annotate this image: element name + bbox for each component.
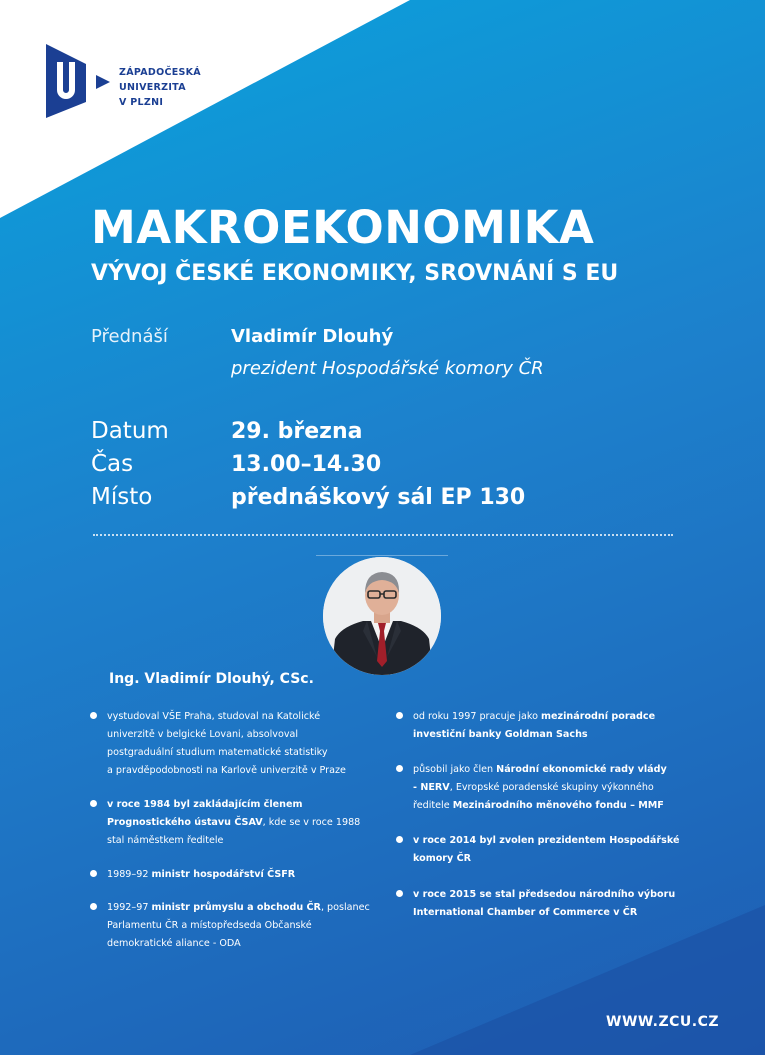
bio-text-segment: ministr průmyslu a obchodu ČR bbox=[151, 902, 321, 913]
bullet-dot-icon bbox=[396, 836, 403, 843]
university-name bbox=[119, 65, 201, 110]
bio-item-line bbox=[413, 779, 706, 797]
bio-item bbox=[396, 832, 706, 868]
bio-item bbox=[396, 761, 706, 815]
speaker-label: Přednáší bbox=[91, 326, 168, 347]
bio-text-segment: - NERV bbox=[413, 782, 450, 793]
website-link[interactable]: WWW.ZCU.CZ bbox=[606, 1014, 720, 1030]
time-value: 13.00–14.30 bbox=[231, 452, 382, 477]
bio-item-line bbox=[413, 708, 706, 726]
bullet-dot-icon bbox=[90, 870, 97, 877]
bio-item bbox=[90, 866, 380, 884]
bio-text-segment: v roce 2015 se stal předsedou národního výboru bbox=[413, 889, 676, 900]
bullet-dot-icon bbox=[90, 800, 97, 807]
bio-text-segment: působil jako člen bbox=[413, 764, 497, 775]
bullet-dot-icon bbox=[396, 712, 403, 719]
bio-text-segment: investiční banky Goldman Sachs bbox=[413, 729, 588, 740]
bio-text-segment: komory ČR bbox=[413, 853, 472, 864]
bio-item-line bbox=[413, 850, 706, 868]
bio-item-line bbox=[413, 726, 706, 744]
bio-item-line bbox=[107, 744, 380, 762]
bio-item-line bbox=[107, 726, 380, 744]
bio-text-segment: v roce 2014 byl zvolen prezidentem Hospodářské bbox=[413, 835, 680, 846]
bio-text-segment: , Evropské poradenské skupiny výkonného bbox=[449, 782, 654, 793]
date-label: Datum bbox=[91, 418, 169, 444]
speaker-role: prezident Hospodářské komory ČR bbox=[231, 358, 544, 379]
bio-text-segment: Mezinárodního měnového fondu – MMF bbox=[452, 800, 664, 811]
bio-item-line bbox=[107, 866, 380, 884]
bio-text-segment: demokratické aliance - ODA bbox=[107, 938, 241, 949]
bio-text-segment: International Chamber of Commerce v ČR bbox=[413, 907, 638, 918]
bio-text-segment: vystudoval VŠE Praha, studoval na Katolické bbox=[107, 711, 321, 722]
bio-item bbox=[90, 796, 380, 850]
dotted-divider bbox=[93, 534, 673, 536]
lecture-subtitle: VÝVOJ ČESKÉ EKONOMIKY, SROVNÁNÍ S EU bbox=[91, 261, 619, 286]
bio-list-right bbox=[396, 708, 706, 922]
bio-text-segment: 1992–97 bbox=[107, 902, 152, 913]
bullet-dot-icon bbox=[396, 890, 403, 897]
bio-item bbox=[90, 708, 380, 780]
bio-item-line bbox=[413, 904, 706, 922]
bio-item-line bbox=[413, 797, 706, 815]
lecture-title: MAKROEKONOMIKA bbox=[91, 201, 595, 254]
bio-item bbox=[90, 899, 380, 953]
bio-item bbox=[396, 708, 706, 744]
bio-item-line bbox=[107, 899, 380, 917]
bio-item-line bbox=[413, 886, 706, 904]
bullet-dot-icon bbox=[90, 712, 97, 719]
bio-item-line bbox=[107, 814, 380, 832]
bio-text-segment: postgraduální studium matematické statistiky bbox=[107, 747, 328, 758]
speaker-portrait-icon bbox=[323, 557, 441, 675]
bio-item-line bbox=[107, 935, 380, 953]
bio-name: Ing. Vladimír Dlouhý, CSc. bbox=[109, 671, 314, 687]
bio-text-segment: , kde se v roce 1988 bbox=[262, 817, 361, 828]
bio-text-segment: Národní ekonomické rady vlády bbox=[496, 764, 667, 775]
bio-text-segment: ředitele bbox=[413, 800, 453, 811]
bio-text-segment: 1989–92 bbox=[107, 869, 152, 880]
bio-text-segment: Prognostického ústavu ČSAV bbox=[107, 817, 263, 828]
bio-text-segment: ministr hospodářství ČSFR bbox=[151, 869, 296, 880]
bio-text-segment: , poslanec bbox=[320, 902, 370, 913]
bio-item-line bbox=[107, 917, 380, 935]
photo-top-line bbox=[316, 555, 448, 556]
bio-text-segment: Parlamentu ČR a místopředseda Občanské bbox=[107, 920, 312, 931]
bio-text-segment: a pravděpodobnosti na Karlově univerzitě v Praze bbox=[107, 765, 346, 776]
bio-text-segment: univerzitě v belgické Lovani, absolvoval bbox=[107, 729, 299, 740]
speaker-photo bbox=[323, 557, 441, 675]
place-label: Místo bbox=[91, 484, 153, 510]
place-value: přednáškový sál EP 130 bbox=[231, 485, 526, 510]
bio-item-line bbox=[107, 832, 380, 850]
bullet-dot-icon bbox=[396, 765, 403, 772]
bio-text-segment: stal náměstkem ředitele bbox=[107, 835, 224, 846]
bullet-dot-icon bbox=[90, 903, 97, 910]
bio-item-line bbox=[107, 796, 380, 814]
logo-line-1: ZÁPADOČESKÁ bbox=[119, 67, 201, 78]
speaker-name: Vladimír Dlouhý bbox=[231, 326, 394, 347]
bio-list-left bbox=[90, 708, 380, 953]
logo-line-2: UNIVERZITA bbox=[119, 82, 186, 93]
bio-item-line bbox=[107, 762, 380, 780]
bio-text-segment: od roku 1997 pracuje jako bbox=[413, 711, 542, 722]
bio-item-line bbox=[107, 708, 380, 726]
date-value: 29. března bbox=[231, 419, 363, 444]
bio-item bbox=[396, 886, 706, 922]
bio-text-segment: mezinárodní poradce bbox=[541, 711, 656, 722]
bio-item-line bbox=[413, 832, 706, 850]
bio-item-line bbox=[413, 761, 706, 779]
logo-line-3: V PLZNI bbox=[119, 97, 164, 108]
time-label: Čas bbox=[91, 451, 134, 477]
bio-text-segment: v roce 1984 byl zakládajícím členem bbox=[107, 799, 303, 810]
